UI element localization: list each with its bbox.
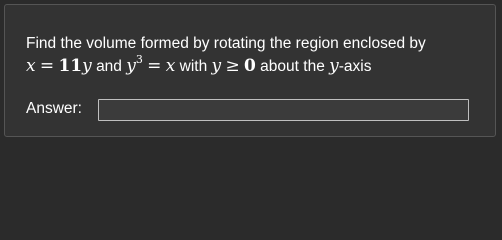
math-y-cubed-base: y (126, 56, 136, 76)
math-x-2: x (165, 56, 176, 76)
question-text (26, 33, 491, 78)
with-text: with (179, 58, 208, 75)
math-geq: ≥ (225, 56, 240, 76)
math-exponent: 3 (135, 53, 143, 66)
question-line-2 (26, 55, 491, 78)
answer-input[interactable] (98, 99, 469, 121)
math-coefficient: 11 (58, 56, 83, 76)
question-line-1: Find the volume formed by rotating the region enclosed by (26, 35, 426, 52)
math-y-3: y (211, 56, 222, 76)
axis-suffix: -axis (338, 58, 372, 75)
math-x: x (26, 56, 36, 76)
math-equals: = (39, 56, 55, 76)
math-y: y (82, 56, 92, 76)
about-text: about the (260, 58, 325, 75)
math-zero: 0 (244, 56, 256, 76)
and-text: and (96, 58, 122, 75)
math-axis-var: y (329, 56, 339, 76)
question-panel (4, 4, 496, 137)
answer-label: Answer: (26, 100, 82, 117)
math-equals-2: = (147, 56, 162, 76)
